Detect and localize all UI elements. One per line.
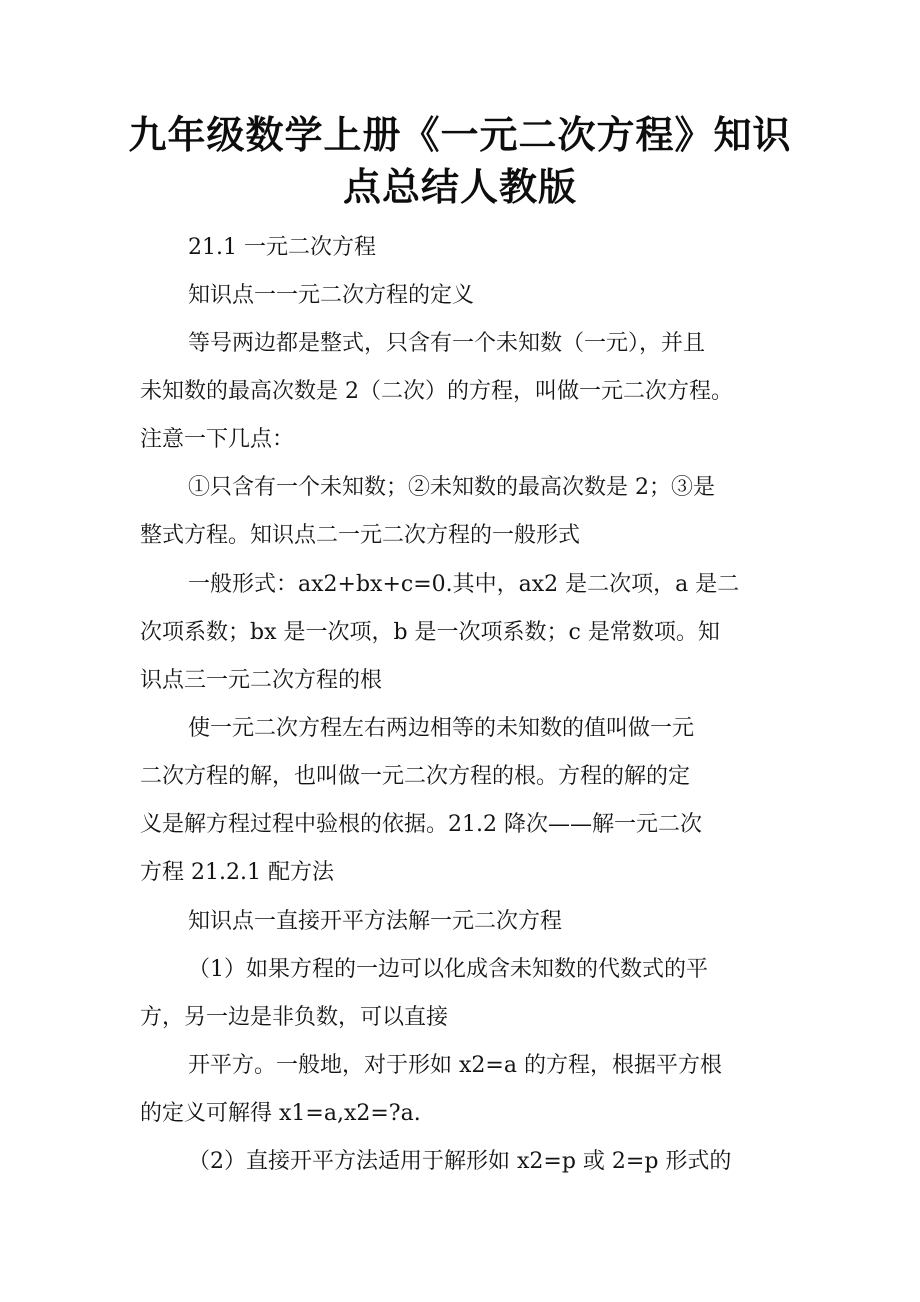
knowledge-point-heading: 知识点一一元二次方程的定义 [188,283,475,308]
text-line: （2）直接开平方法适用于解形如 x2=p 或 2=p 形式的 [188,1149,732,1174]
text-line: 识点三一元二次方程的根 [140,668,383,693]
text-line: 二次方程的解，也叫做一元二次方程的根。方程的解的定 [140,764,691,789]
text-line: 整式方程。知识点二一元二次方程的一般形式 [140,523,581,548]
text-line: 开平方。一般地，对于形如 x2=a 的方程，根据平方根 [188,1053,722,1078]
text-line: 方，另一边是非负数，可以直接 [140,1005,449,1030]
text-line: 义是解方程过程中验根的依据。21.2 降次——解一元二次 [140,812,702,837]
text-line: 次项系数；bx 是一次项，b 是一次项系数；c 是常数项。知 [140,620,720,645]
text-line: 等号两边都是整式，只含有一个未知数（一元），并且 [188,331,706,356]
text-line: 未知数的最高次数是 2（二次）的方程，叫做一元二次方程。 [140,379,733,404]
text-line: 注意一下几点： [140,427,295,452]
text-line: 的定义可解得 x1=a,x2=?a. [140,1101,421,1126]
text-line: （1）如果方程的一边可以化成含未知数的代数式的平 [188,957,708,982]
document-title-line-1: 九年级数学上册《一元二次方程》知识 [128,113,792,157]
text-line: 方程 21.2.1 配方法 [140,860,334,885]
document-title-line-2: 点总结人教版 [342,165,577,209]
section-heading-21-1: 21.1 一元二次方程 [188,235,376,260]
text-line: 一般形式：ax2+bx+c=0.其中，ax2 是二次项，a 是二 [188,572,740,597]
text-line: 使一元二次方程左右两边相等的未知数的值叫做一元 [188,716,695,741]
knowledge-point-heading: 知识点一直接开平方法解一元二次方程 [188,909,563,934]
text-line: ①只含有一个未知数；②未知数的最高次数是 2；③是 [188,475,715,500]
